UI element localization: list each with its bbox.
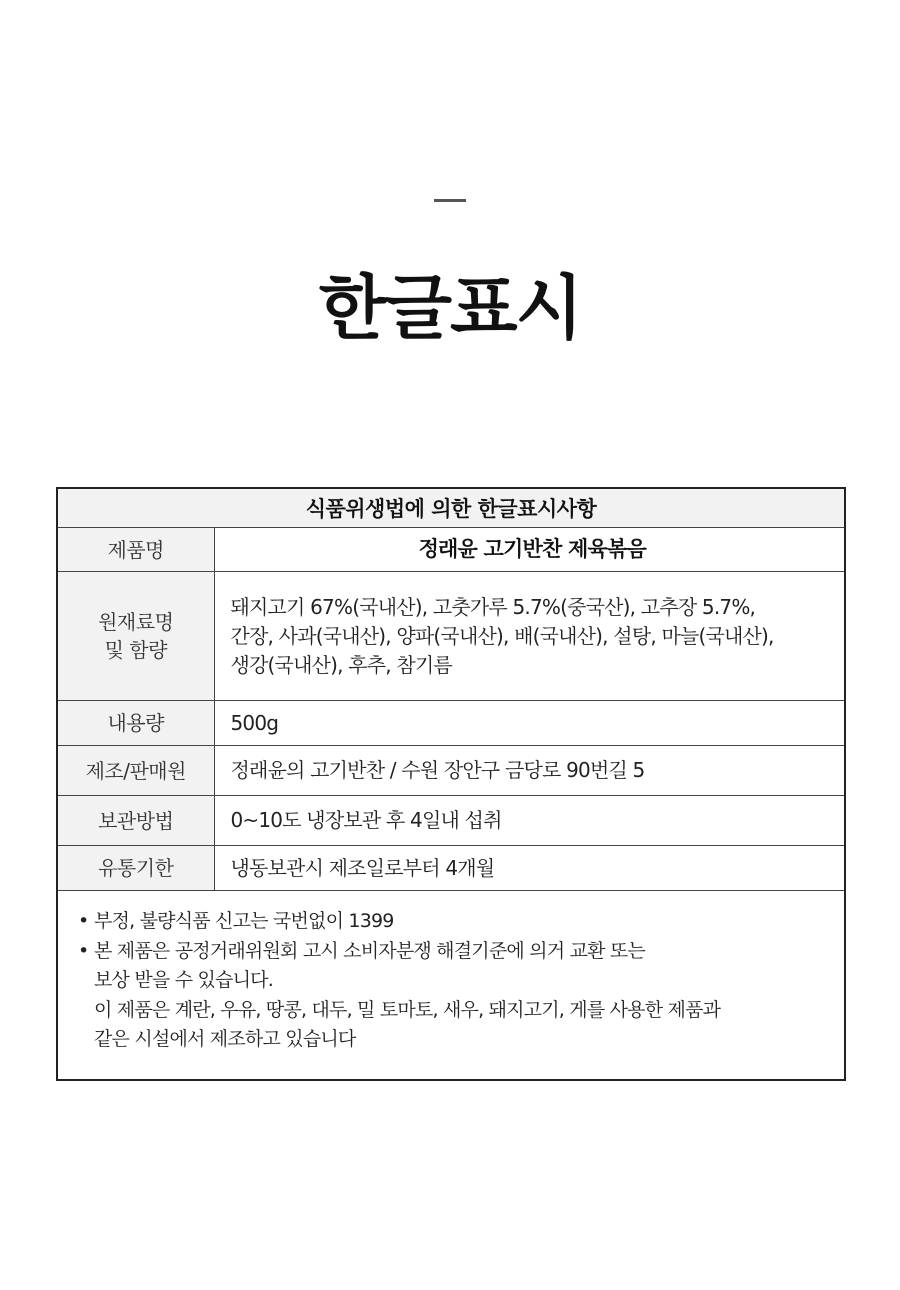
ingredients-value [214,572,845,701]
net-content-label: 내용량 [57,701,214,746]
note-item: 보상 받을 수 있습니다. [94,969,273,991]
note-item: 이 제품은 계란, 우유, 땅콩, 대두, 밀 토마토, 새우, 돼지고기, 게를 사용한 제품과 [94,998,721,1021]
note-item: 같은 시설에서 제조하고 있습니다 [94,1028,356,1050]
table-row-storage [57,796,845,846]
manufacturer-value: 정래윤의 고기반찬 / 수원 장안구 금당로 90번길 5 [214,746,845,796]
ingredients-line: 생강(국내산), 후추, 참기름 [230,652,452,677]
note-item: • 부정, 불량식품 신고는 국번없이 1399 [78,907,828,937]
product-name-label: 제품명 [57,528,214,572]
table-header: 식품위생법에 의한 한글표시사항 [57,488,845,528]
expiry-label: 유통기한 [57,846,214,891]
expiry-value: 냉동보관시 제조일로부터 4개월 [214,846,845,891]
table-row-ingredients [57,572,845,701]
page-title: 한글표시 [318,267,582,349]
table-header-row [57,488,845,528]
table-row-manufacturer [57,746,845,796]
note-item: • 본 제품은 공정거래위원회 고시 소비자분쟁 해결기준에 의거 교환 또는 [78,937,828,967]
table-row-net-content [57,701,845,746]
ingredients-line: 간장, 사과(국내산), 양파(국내산), 배(국내산), 설탕, 마늘(국내산), [230,623,774,648]
net-content-value: 500g [214,701,845,746]
title-dash-decoration [434,199,466,202]
table-row-product-name [57,528,845,572]
ingredients-label-line: 원재료명 [98,610,174,634]
storage-value: 0~10도 냉장보관 후 4일내 섭취 [214,796,845,846]
ingredients-label [57,572,214,701]
ingredients-label-line: 및 함량 [104,638,167,662]
manufacturer-label: 제조/판매원 [57,746,214,796]
notes-cell [57,891,845,1080]
storage-label: 보관방법 [57,796,214,846]
product-name-value: 정래윤 고기반찬 제육볶음 [214,528,845,572]
table-row-expiry [57,846,845,891]
ingredients-line: 돼지고기 67%(국내산), 고춧가루 5.7%(중국산), 고추장 5.7%, [230,594,756,619]
table-row-notes [57,891,845,1080]
korean-label-table [56,487,846,1081]
